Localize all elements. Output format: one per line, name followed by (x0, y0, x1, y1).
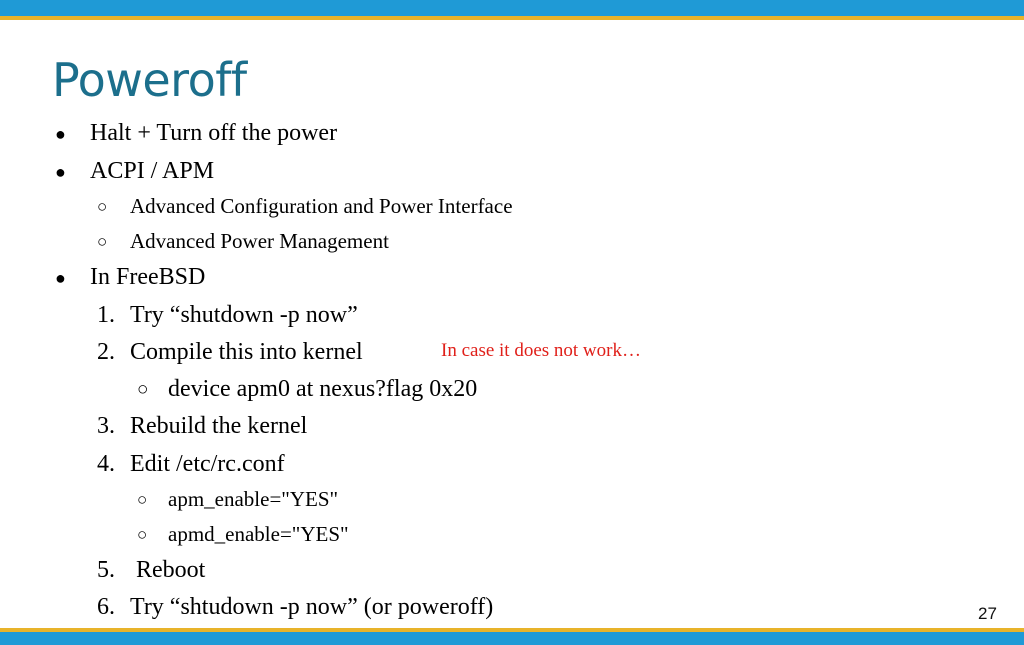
step-number-2: 2. (97, 339, 115, 365)
step-number-4: 4. (97, 451, 115, 477)
page-number: 27 (978, 604, 997, 623)
step-2-sub-device: device apm0 at nexus?flag 0x20 (168, 376, 478, 402)
step-number-6: 6. (97, 594, 115, 620)
step-1-text: Try “shutdown -p now” (130, 302, 358, 328)
sub-item-acpi: Advanced Configuration and Power Interface (130, 194, 513, 218)
step-5-text: Reboot (136, 557, 206, 583)
step-4-text: Edit /etc/rc.conf (130, 451, 285, 477)
bullet-circle-icon: ○ (97, 197, 108, 216)
sub-item-apm: Advanced Power Management (130, 229, 389, 253)
list-item-freebsd: In FreeBSD (90, 264, 206, 290)
bullet-circle-icon: ○ (137, 490, 148, 509)
step-number-3: 3. (97, 413, 115, 439)
bottom-blue-bar (0, 632, 1024, 645)
step-3-text: Rebuild the kernel (130, 413, 308, 439)
step-6-text: Try “shtudown -p now” (or poweroff) (130, 594, 494, 620)
bullet-circle-icon: ○ (137, 525, 148, 544)
slide-title: Poweroff (52, 53, 247, 107)
bullet-disc-icon: ● (55, 268, 66, 288)
note-red: In case it does not work… (441, 340, 641, 361)
top-blue-bar (0, 0, 1024, 16)
step-number-1: 1. (97, 302, 115, 328)
top-gold-stripe (0, 16, 1024, 20)
bullet-disc-icon: ● (55, 162, 66, 182)
step-4-sub-apm-enable: apm_enable="YES" (168, 487, 339, 511)
bullet-circle-icon: ○ (97, 232, 108, 251)
list-item-halt: Halt + Turn off the power (90, 120, 338, 146)
bullet-circle-icon: ○ (137, 379, 149, 400)
step-2-text: Compile this into kernel (130, 339, 363, 365)
bullet-disc-icon: ● (55, 124, 66, 144)
list-item-acpi-apm: ACPI / APM (90, 158, 215, 184)
step-number-5: 5. (97, 557, 115, 583)
step-4-sub-apmd-enable: apmd_enable="YES" (168, 522, 349, 546)
